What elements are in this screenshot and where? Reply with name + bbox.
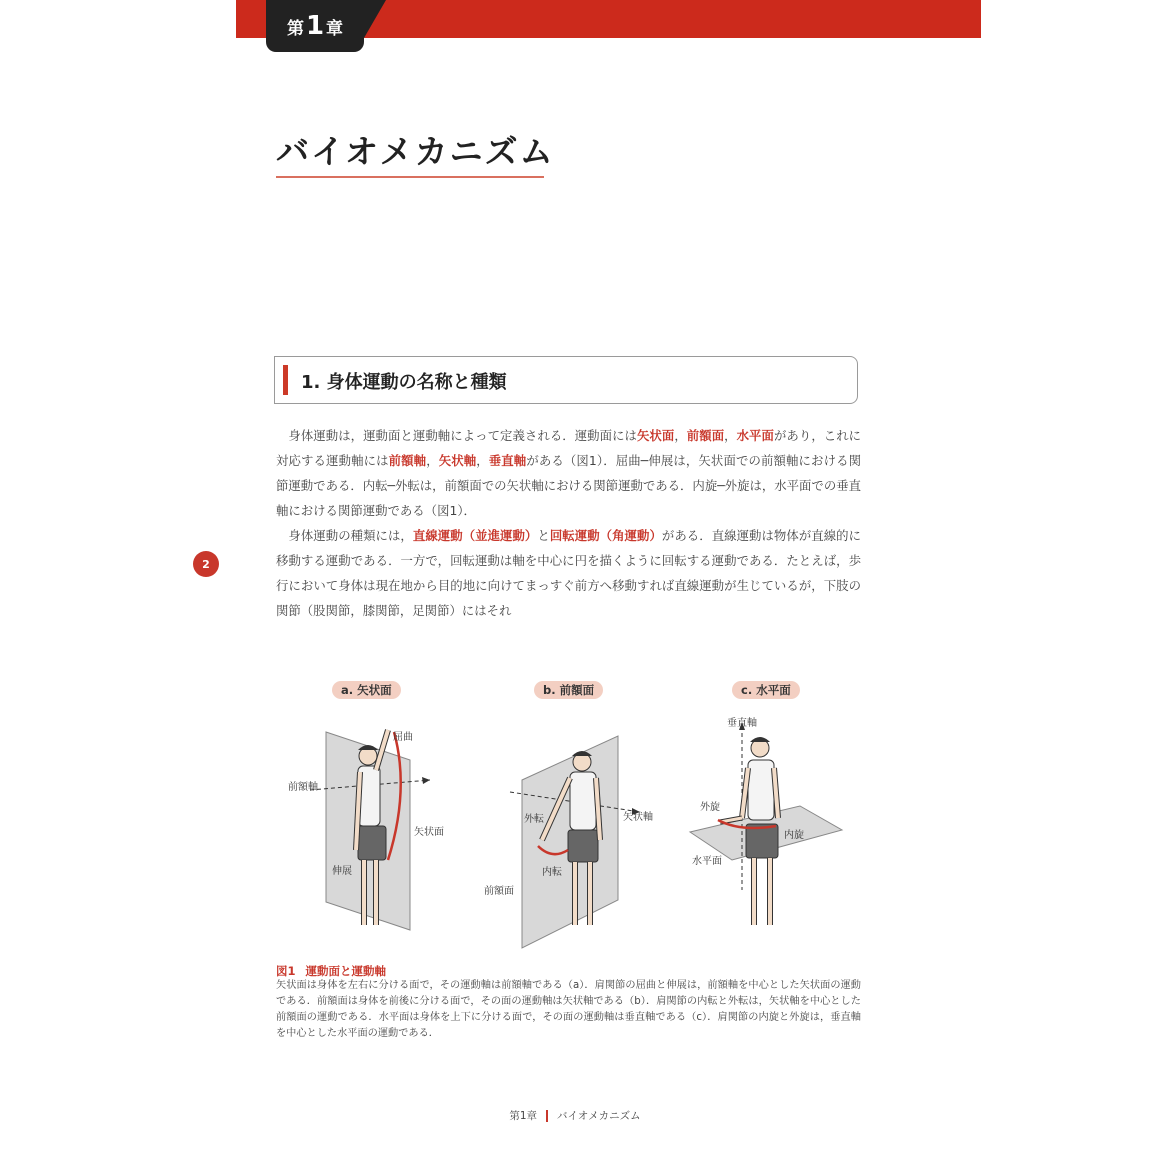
figure-panel-c (690, 722, 842, 925)
key-term: 矢状面 (636, 428, 675, 443)
panel-label-a: a. 矢状面 (332, 681, 401, 699)
label-sagittal-axis: 矢状軸 (623, 812, 653, 823)
figure-caption-text: 矢状面は身体を左右に分ける面で，その運動軸は前額軸である（a）．肩関節の屈曲と伸展は，前額軸を中心とした矢状面の運動である．前額面は身体を前後に分ける面で，その面の運動軸は矢状軸である（b）．肩関節の内転と外転は，矢状軸を中心とした前額面の運動である．水平面は身体を上下に分ける面で，その面の運動軸は垂直軸である（c）．肩関節の内旋と外旋は，垂直軸を中心とした水平面の運動である． (276, 980, 861, 1039)
text-run: ， (674, 428, 687, 443)
footer-separator (546, 1110, 548, 1122)
key-term: 前額軸 (388, 453, 427, 468)
label-external-rotation: 外旋 (700, 802, 720, 813)
key-term: 矢状軸 (438, 453, 477, 468)
text-run: があり，これに対応する運動軸には (276, 428, 862, 468)
page-footer (0, 1108, 1150, 1123)
section-heading-box (274, 356, 858, 404)
chapter-number: 1 (305, 11, 325, 41)
text-run: ， (724, 428, 737, 443)
key-term: 水平面 (736, 428, 774, 443)
text-run: 身体運動は，運動面と運動軸によって定義される．運動面には (288, 428, 637, 443)
figure-panel-a (310, 730, 430, 930)
caption-title: 運動面と運動軸 (305, 964, 387, 978)
body-text (276, 423, 861, 623)
panel-label-b: b. 前額面 (534, 681, 603, 699)
label-extension: 伸展 (332, 866, 352, 877)
section-accent-bar (283, 365, 288, 395)
text-run: と (537, 528, 550, 543)
text-run: ， (476, 453, 489, 468)
label-horizontal-plane: 水平面 (692, 856, 722, 867)
text-run: がある．直線運動は物体が直線的に移動する運動である．一方で，回転運動は軸を中心に円を描くように回転する運動である．たとえば，歩行において身体は現在地から目的地に向けてまっすぐ前方へ移動すれば直線運動が生じているが，下肢の関節（股関節，膝関節，足関節）にはそれ (276, 528, 862, 618)
label-frontal-axis: 前額軸 (288, 782, 318, 793)
chapter-tab (266, 0, 364, 52)
footer-chapter: 第1章 (509, 1110, 538, 1122)
label-frontal-plane: 前額面 (484, 886, 514, 897)
figure-caption-title (276, 963, 386, 979)
key-term: 回転運動（角運動） (549, 528, 662, 543)
text-run: 身体運動の種類には， (288, 528, 413, 543)
label-sagittal-plane: 矢状面 (414, 827, 444, 838)
chapter-suffix: 章 (326, 18, 344, 39)
key-term: 垂直軸 (488, 453, 527, 468)
label-adduction: 内転 (542, 867, 562, 878)
label-internal-rotation: 内旋 (784, 830, 804, 841)
label-vertical-axis: 垂直軸 (727, 718, 757, 729)
chapter-prefix: 第 (286, 18, 304, 39)
label-flexion: 屈曲 (393, 732, 413, 743)
body-paragraph (276, 423, 861, 523)
section-heading: 1. 身体運動の名称と種類 (301, 372, 507, 393)
key-term: 直線運動（並進運動） (412, 528, 538, 543)
figure-panel-b (510, 736, 640, 948)
caption-number: 図1 (276, 964, 296, 978)
text-run: がある（図1）．屈曲─伸展は，矢状面での前額軸における関節運動である．内転─外転は，前額面での矢状軸における関節運動である．内旋─外旋は，水平面での垂直軸における関節運動である（図1）． (276, 453, 861, 518)
motion-planes-figure (270, 700, 870, 950)
key-term: 前額面 (686, 428, 725, 443)
panel-label-c: c. 水平面 (732, 681, 800, 699)
body-paragraph (276, 523, 861, 623)
label-abduction: 外転 (524, 814, 544, 825)
page-number-badge: 2 (193, 551, 219, 577)
page-title: バイオメカニズム (276, 132, 555, 171)
title-underline (276, 176, 544, 178)
text-run: ， (426, 453, 439, 468)
footer-title: バイオメカニズム (557, 1110, 641, 1122)
